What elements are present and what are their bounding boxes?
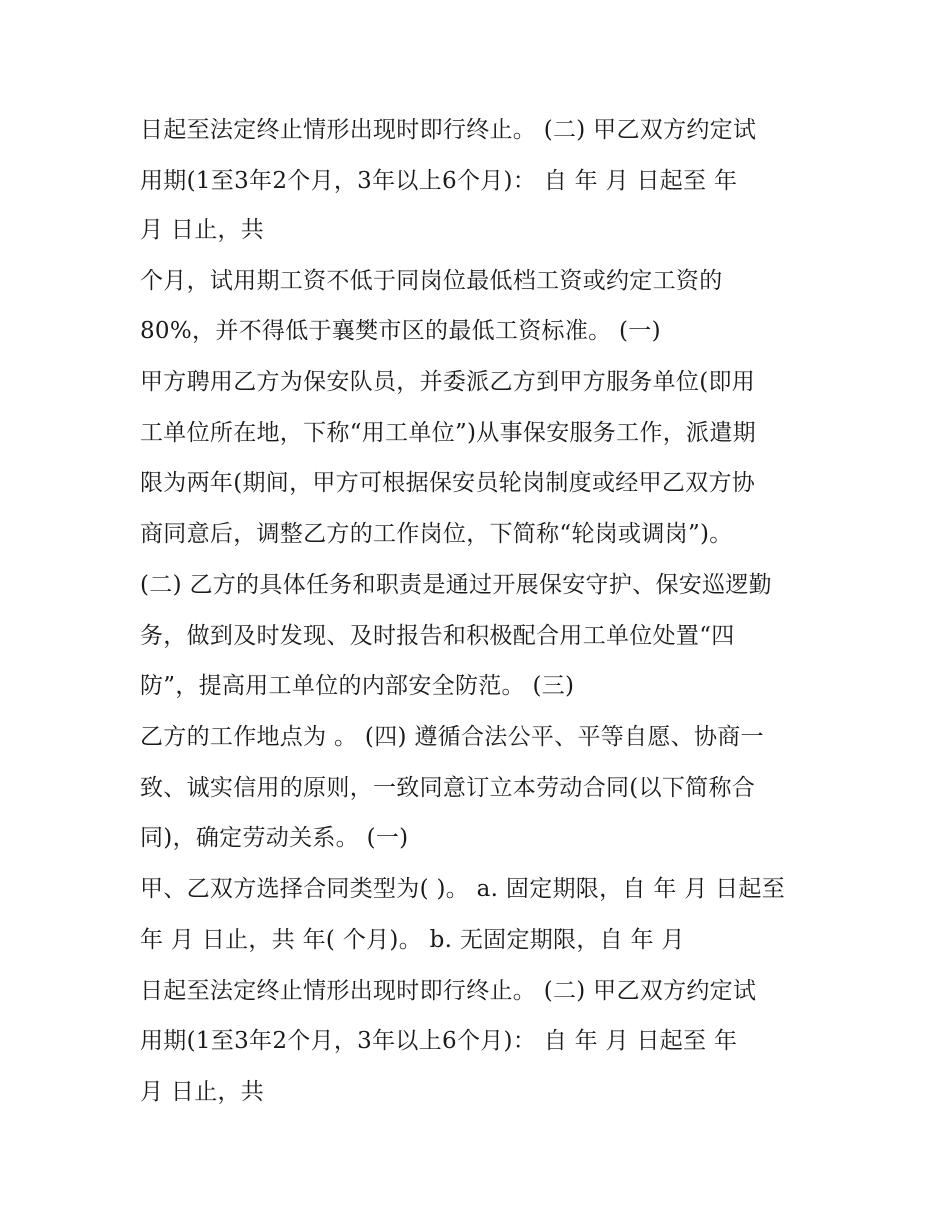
text-line: 务，做到及时发现、及时报告和积极配合用工单位处置“四	[140, 623, 735, 649]
text-line: 甲方聘用乙方为保安队员，并委派乙方到甲方服务单位(即用	[140, 369, 756, 395]
text-line: 限为两年(期间，甲方可根据保安员轮岗制度或经甲乙双方协	[140, 470, 756, 496]
text-line: 商同意后，调整乙方的工作岗位，下简称“轮岗或调岗”)。	[140, 521, 733, 547]
text-line: 日起至法定终止情形出现时即行终止。 (二) 甲乙双方约定试	[140, 978, 757, 1004]
text-line: 用期(1至3年2个月，3年以上6个月)： 自 年 月 日起至 年	[140, 168, 738, 194]
text-line: 日起至法定终止情形出现时即行终止。 (二) 甲乙双方约定试	[140, 117, 757, 143]
text-line: 工单位所在地，下称“用工单位”)从事保安服务工作，派遣期	[140, 420, 756, 446]
text-line: 致、诚实信用的原则，一致同意订立本劳动合同(以下简称合	[140, 775, 756, 801]
text-line: 个月，试用期工资不低于同岗位最低档工资或约定工资的	[140, 268, 723, 294]
text-line: 乙方的工作地点为 。 (四) 遵循合法公平、平等自愿、协商一	[140, 724, 764, 750]
text-line: 年 月 日止，共 年( 个月)。 b. 无固定期限，自 年 月	[140, 927, 685, 953]
text-line: 月 日止，共	[140, 217, 265, 243]
text-line: 同)，确定劳动关系。 (一)	[140, 825, 409, 851]
text-line: (二) 乙方的具体任务和职责是通过开展保安守护、保安巡逻勤	[140, 572, 772, 598]
text-line: 月 日止，共	[140, 1079, 265, 1105]
text-line: 甲、乙双方选择合同类型为( )。 a. 固定期限，自 年 月 日起至	[140, 876, 786, 902]
text-line: 80%，并不得低于襄樊市区的最低工资标准。 (一)	[140, 318, 661, 344]
text-line: 用期(1至3年2个月，3年以上6个月)： 自 年 月 日起至 年	[140, 1028, 738, 1054]
text-line: 防”，提高用工单位的内部安全防范。 (三)	[140, 673, 575, 699]
